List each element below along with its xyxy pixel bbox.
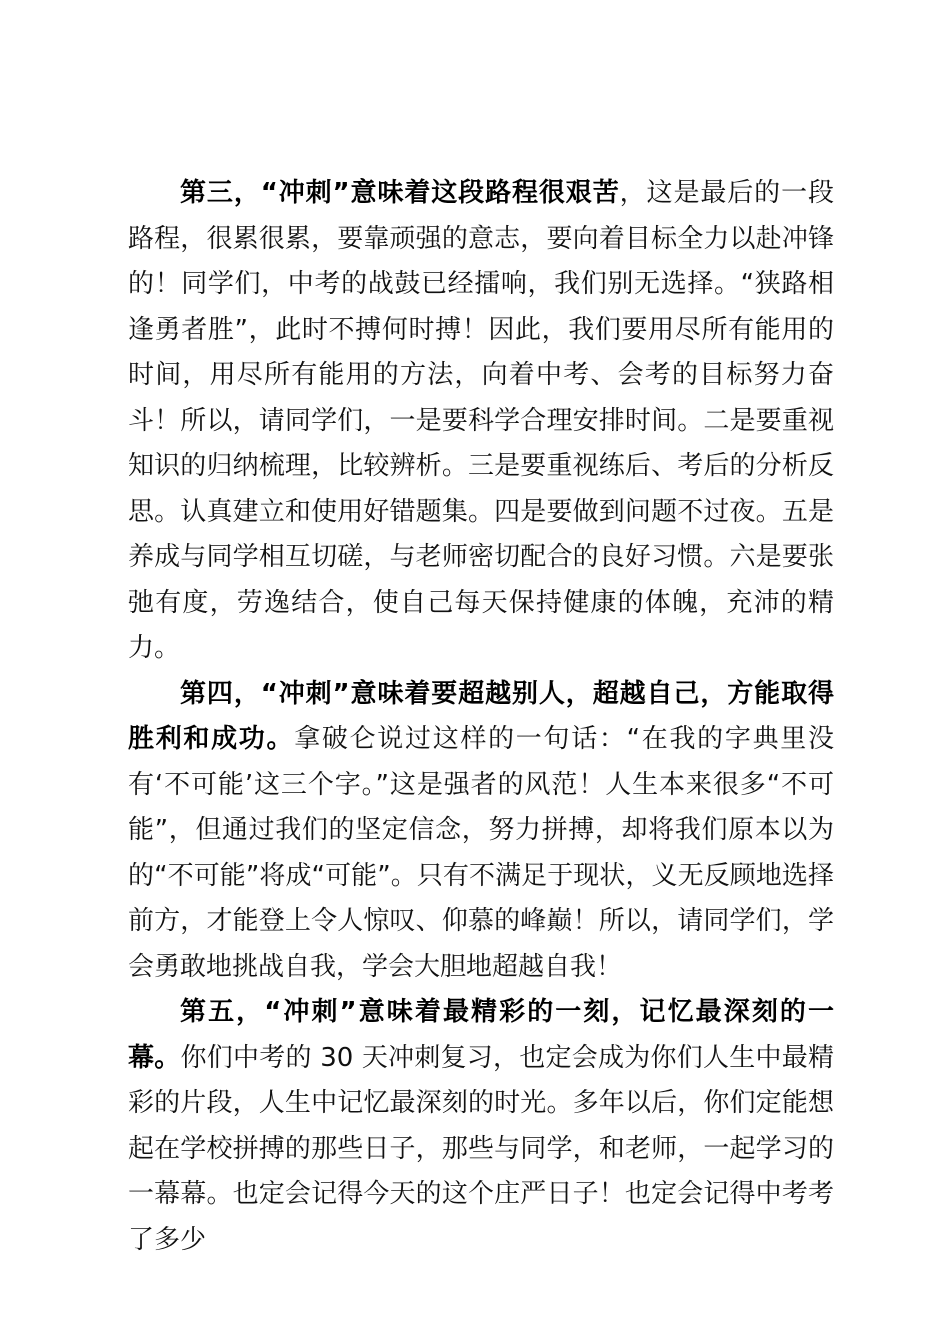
paragraph-text: 拿破仑说过这样的一句话：“在我的字典里没有‘不可能’这三个字。”这是强者的风范！人生本来很多“不可能”，但通过我们的坚定信念，努力拼搏，却将我们原本以为的“不可能”将成“可能”。只有不满足于现状，义无反顾地选择前方，才能登上令人惊叹、仰慕的峰巅！所以，请同学们，学会勇敢地挑战自我，学会大胆地超越自我！ (128, 724, 834, 982)
paragraph-heading: 第三，“冲刺”意味着这段路程很艰苦 (180, 178, 620, 208)
document-body (128, 171, 834, 1263)
paragraph-third (128, 171, 834, 672)
paragraph-text: ，这是最后的一段路程，很累很累，要靠顽强的意志，要向着目标全力以赴冲锋的！同学们，中考的战鼓已经擂响，我们别无选择。“狭路相逢勇者胜”，此时不搏何时搏！因此，我们要用尽所有能用的时间，用尽所有能用的方法，向着中考、会考的目标努力奋斗！所以，请同学们，一是要科学合理安排时间。二是要重视知识的归纳梳理，比较辨析。三是要重视练后、考后的分析反思。认真建立和使用好错题集。四是要做到问题不过夜。五是养成与同学相互切磋，与老师密切配合的良好习惯。六是要张弛有度，劳逸结合，使自己每天保持健康的体魄，充沛的精力。 (128, 178, 834, 663)
paragraph-fourth (128, 672, 834, 991)
paragraph-heading: 第五，“冲刺”意味着最精彩的一刻，记忆最深刻的一幕。 (128, 997, 834, 1073)
paragraph-fifth (128, 990, 834, 1263)
paragraph-heading: 第四，“冲刺”意味着要超越别人，超越自己，方能取得胜利和成功。 (128, 678, 834, 754)
paragraph-text: 你们中考的 30 天冲刺复习，也定会成为你们人生中最精彩的片段，人生中记忆最深刻的时光。多年以后，你们定能想起在学校拼搏的那些日子，那些与同学，和老师，一起学习的一幕幕。也定会记得今天的这个庄严日子！也定会记得中考考了多少 (128, 1042, 834, 1255)
